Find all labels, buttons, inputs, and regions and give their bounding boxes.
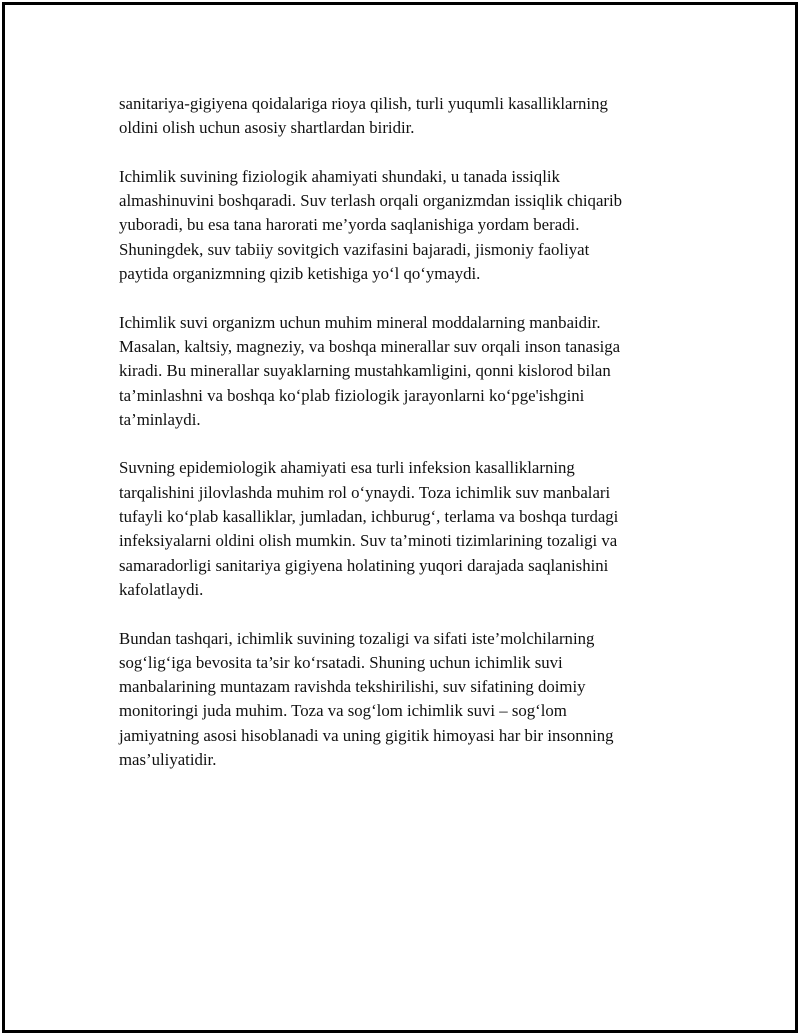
paragraph-2 <box>119 165 679 286</box>
text-line: sog‘lig‘iga bevosita ta’sir ko‘rsatadi. Shuning uchun ichimlik suvi <box>119 652 563 672</box>
document-body <box>119 92 679 797</box>
text-line: ta’minlashni va boshqa ko‘plab fiziologik jarayonlarni ko‘pge'ishgini <box>119 385 585 405</box>
text-line: oldini olish uchun asosiy shartlardan biridir. <box>119 118 415 138</box>
text-line: jamiyatning asosi hisoblanadi va uning gigitik himoyasi har bir insonning <box>119 725 614 745</box>
text-line: Ichimlik suvi organizm uchun muhim mineral moddalarning manbaidir. <box>119 312 601 332</box>
text-line: monitoringi juda muhim. Toza va sog‘lom ichimlik suvi – sog‘lom <box>119 701 567 721</box>
text-line: tarqalishini jilovlashda muhim rol o‘ynaydi. Toza ichimlik suv manbalari <box>119 482 611 502</box>
text-line: mas’uliyatidir. <box>119 750 217 770</box>
text-line: Bundan tashqari, ichimlik suvining tozaligi va sifati iste’molchilarning <box>119 628 595 648</box>
text-line: samaradorligi sanitariya gigiyena holatining yuqori darajada saqlanishini <box>119 555 609 575</box>
text-line: yuboradi, bu esa tana harorati me’yorda saqlanishiga yordam beradi. <box>119 215 580 235</box>
text-line: kafolatlaydi. <box>119 579 204 599</box>
paragraph-1 <box>119 92 679 141</box>
text-line: Suvning epidemiologik ahamiyati esa turli infeksion kasalliklarning <box>119 458 575 478</box>
text-line: Shuningdek, suv tabiiy sovitgich vazifasini bajaradi, jismoniy faoliyat <box>119 239 590 259</box>
text-line: kiradi. Bu minerallar suyaklarning mustahkamligini, qonni kislorod bilan <box>119 361 611 381</box>
text-line: tufayli ko‘plab kasalliklar, jumladan, ichburug‘, terlama va boshqa turdagi <box>119 507 619 527</box>
paragraph-5 <box>119 627 679 773</box>
text-line: almashinuvini boshqaradi. Suv terlash orqali organizmdan issiqlik chiqarib <box>119 191 623 211</box>
paragraph-3 <box>119 311 679 432</box>
text-line: infeksiyalarni oldini olish mumkin. Suv ta’minoti tizimlarining tozaligi va <box>119 531 618 551</box>
text-line: ta’minlaydi. <box>119 409 201 429</box>
text-line: manbalarining muntazam ravishda tekshirilishi, suv sifatining doimiy <box>119 677 586 697</box>
text-line: Ichimlik suvining fiziologik ahamiyati shundaki, u tanada issiqlik <box>119 166 560 186</box>
text-line: sanitariya-gigiyena qoidalariga rioya qilish, turli yuqumli kasalliklarning <box>119 94 608 113</box>
paragraph-4 <box>119 456 679 602</box>
text-line: paytida organizmning qizib ketishiga yo‘l qo‘ymaydi. <box>119 264 481 284</box>
text-line: Masalan, kaltsiy, magneziy, va boshqa minerallar suv orqali inson tanasiga <box>119 336 621 356</box>
